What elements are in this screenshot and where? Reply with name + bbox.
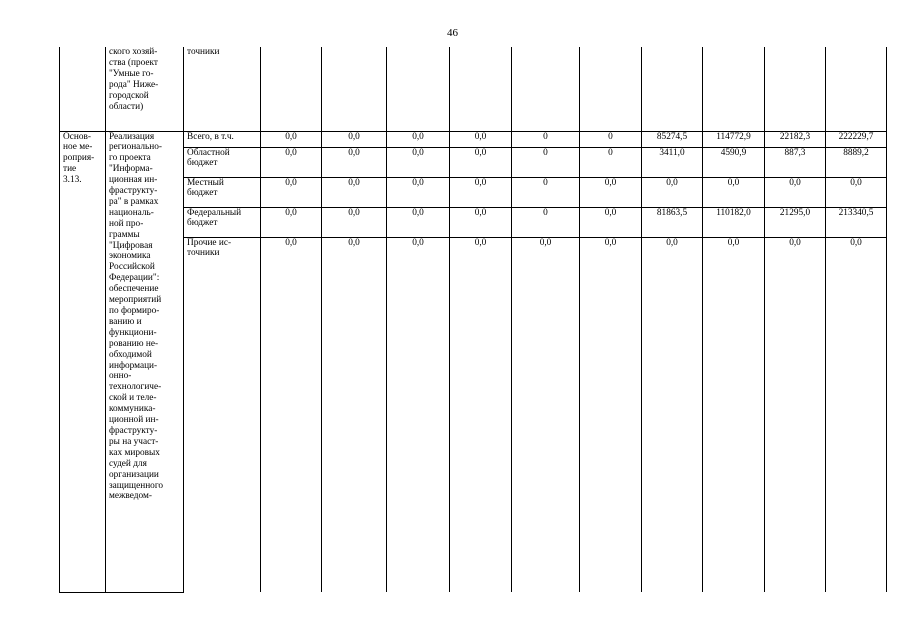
continuation-row bbox=[60, 47, 887, 131]
value-cell: 887,3 bbox=[765, 147, 826, 177]
value-cell: 21295,0 bbox=[765, 207, 826, 237]
value-cell: 0 bbox=[580, 131, 642, 147]
value-cell: 0,0 bbox=[322, 207, 387, 237]
value-cell: 0 bbox=[580, 147, 642, 177]
value-cell: 0,0 bbox=[703, 177, 765, 207]
value-cell: 0,0 bbox=[580, 237, 642, 592]
value-cell: 4590,9 bbox=[703, 147, 765, 177]
value-cell: 0,0 bbox=[450, 237, 512, 592]
value-cell: 0,0 bbox=[450, 207, 512, 237]
value-cell: 0,0 bbox=[261, 131, 322, 147]
value-cell: 0,0 bbox=[580, 177, 642, 207]
value-cell: 0,0 bbox=[261, 147, 322, 177]
table-row bbox=[60, 147, 887, 177]
value-cell: 0,0 bbox=[765, 237, 826, 592]
source-cell: Всего, в т.ч. bbox=[187, 131, 234, 142]
source-cell: Областной бюджет bbox=[187, 147, 230, 169]
value-cell: 0,0 bbox=[261, 237, 322, 592]
table-row bbox=[60, 131, 887, 147]
table-row bbox=[60, 237, 887, 592]
value-cell: 0 bbox=[512, 177, 580, 207]
value-cell: 0,0 bbox=[642, 177, 703, 207]
value-cell: 0,0 bbox=[387, 147, 450, 177]
continuation-name-cell: ского хозяй- ства (проект "Умные го- рода" Ниже- городской области) bbox=[109, 47, 159, 112]
table-row bbox=[60, 177, 887, 207]
source-cell: Прочие ис- точники bbox=[187, 237, 232, 259]
value-cell: 0,0 bbox=[387, 177, 450, 207]
value-cell: 0,0 bbox=[642, 237, 703, 592]
value-cell: 85274,5 bbox=[642, 131, 703, 147]
table-row bbox=[60, 207, 887, 237]
value-cell: 81863,5 bbox=[642, 207, 703, 237]
value-cell: 0,0 bbox=[261, 177, 322, 207]
source-cell: Местный бюджет bbox=[187, 177, 224, 199]
value-cell: 0,0 bbox=[826, 237, 887, 592]
value-cell: 3411,0 bbox=[642, 147, 703, 177]
value-cell: 0 bbox=[512, 147, 580, 177]
value-cell: 0,0 bbox=[580, 207, 642, 237]
value-cell: 0,0 bbox=[512, 237, 580, 592]
value-cell: 0 bbox=[512, 207, 580, 237]
value-cell: 8889,2 bbox=[826, 147, 887, 177]
continuation-code-cell bbox=[60, 47, 106, 131]
value-cell: 0,0 bbox=[322, 237, 387, 592]
value-cell: 0,0 bbox=[450, 147, 512, 177]
value-cell: 114772,9 bbox=[703, 131, 765, 147]
value-cell: 0,0 bbox=[322, 131, 387, 147]
source-cell: Федеральный бюджет bbox=[187, 207, 242, 229]
page-number: 46 bbox=[447, 27, 458, 39]
value-cell: 222229,7 bbox=[826, 131, 887, 147]
value-cell: 0 bbox=[512, 131, 580, 147]
budget-table bbox=[59, 47, 887, 593]
value-cell: 0,0 bbox=[703, 237, 765, 592]
value-cell: 0,0 bbox=[450, 131, 512, 147]
value-cell: 0,0 bbox=[387, 207, 450, 237]
measure-code-cell: Основ- ное ме- роприя- тие 3.13. bbox=[63, 131, 95, 186]
value-cell: 0,0 bbox=[387, 237, 450, 592]
value-cell: 110182,0 bbox=[703, 207, 765, 237]
value-cell: 0,0 bbox=[261, 207, 322, 237]
value-cell: 0,0 bbox=[450, 177, 512, 207]
measure-name-cell: Реализация регионально- го проекта "Информа- ционная ин- фраструкту- ра" в рамках националь- ной про- граммы "Цифровая экономика Российской Федерации": обеспечение мероприятий по формиро- ванию и функциони- рованию не- обходимой информаци- онно- технологиче- ской и теле- коммуника- ционной ин- фраструкту- ры на участ- ках мировых судей для организации защищенного межведом- bbox=[109, 131, 164, 502]
value-cell: 213340,5 bbox=[826, 207, 887, 237]
value-cell: 22182,3 bbox=[765, 131, 826, 147]
continuation-source-cell: точники bbox=[187, 47, 220, 57]
value-cell: 0,0 bbox=[765, 177, 826, 207]
value-cell: 0,0 bbox=[387, 131, 450, 147]
value-cell: 0,0 bbox=[826, 177, 887, 207]
value-cell: 0,0 bbox=[322, 147, 387, 177]
value-cell: 0,0 bbox=[322, 177, 387, 207]
